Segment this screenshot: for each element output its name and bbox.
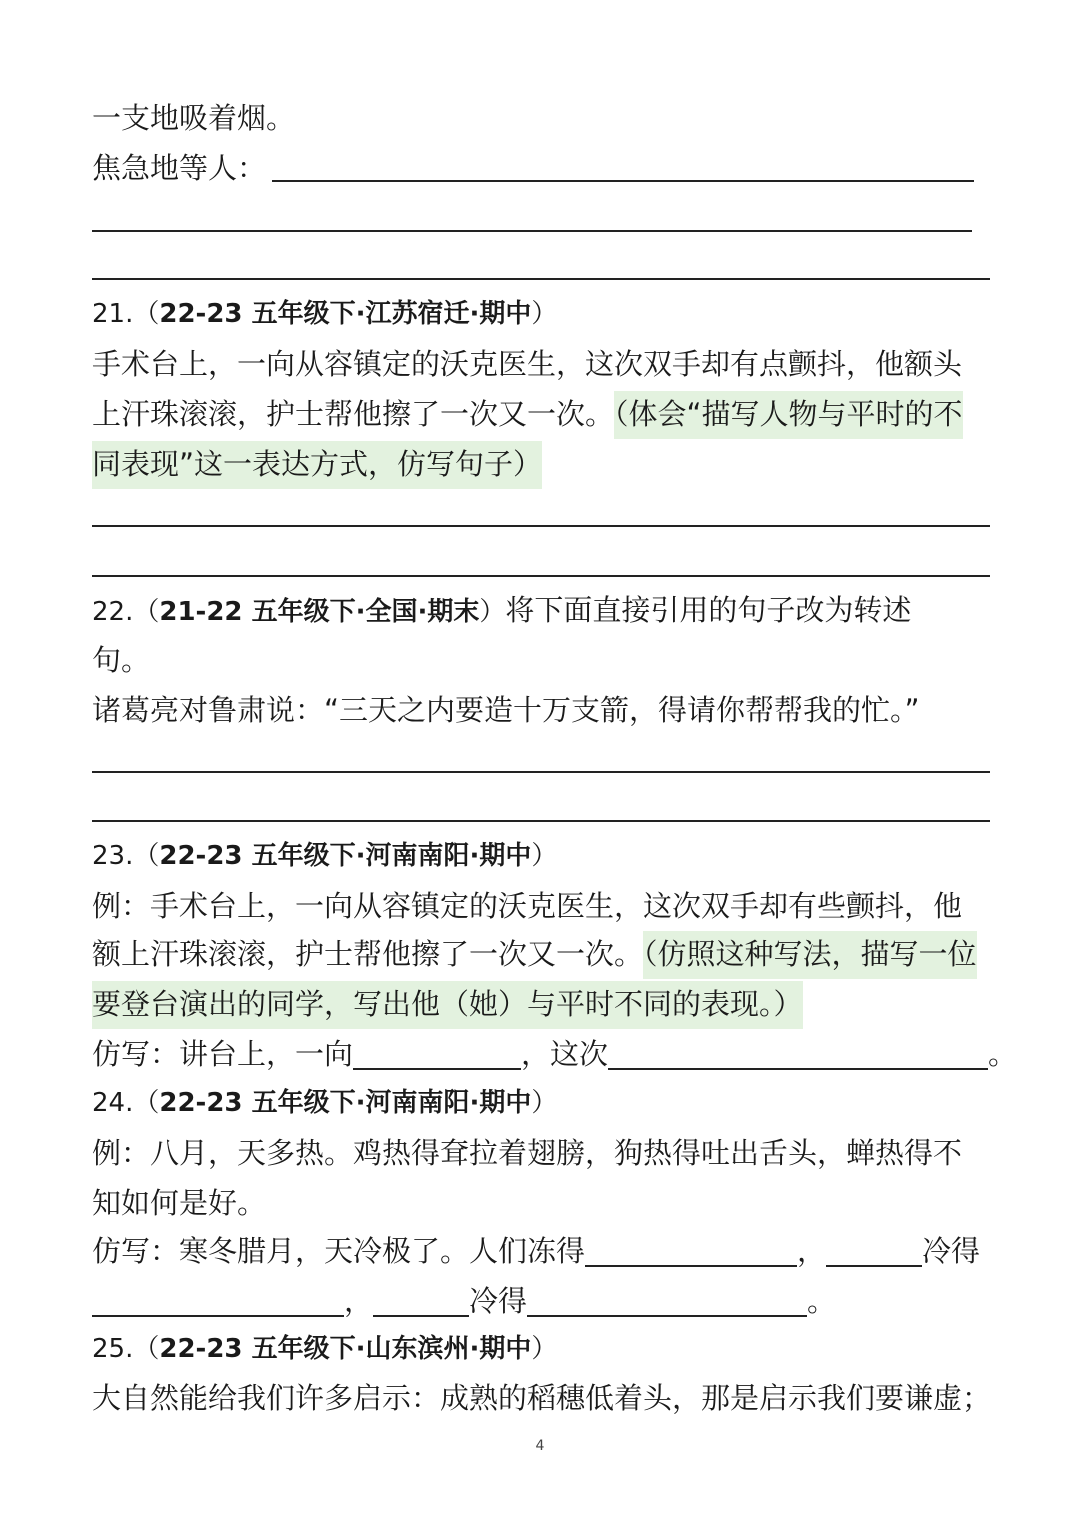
imitation-label: 冷得 xyxy=(469,1284,528,1318)
question-number: 22.（ xyxy=(92,597,160,627)
question-number: 23.（ xyxy=(92,841,160,871)
example-text: 知如何是好。 xyxy=(92,1186,267,1220)
example-text: 例：手术台上，一向从容镇定的沃克医生，这次双手却有些颤抖，他 xyxy=(92,889,963,923)
question-sentence: 诸葛亮对鲁肃说：“三天之内要造十万支箭，得请你帮帮我的忙。” xyxy=(92,693,920,727)
instruction-highlight: 同表现”这一表达方式，仿写句子） xyxy=(92,441,542,489)
question-source: 21-22 五年级下·全国·期末 xyxy=(159,597,480,627)
answer-line[interactable] xyxy=(92,278,990,280)
fill-blank[interactable] xyxy=(585,1235,797,1267)
question-22-text-line xyxy=(92,692,990,728)
answer-line[interactable] xyxy=(92,525,990,527)
question-23-text-line xyxy=(92,936,990,972)
paren-close: ） xyxy=(531,1088,558,1118)
fill-blank[interactable] xyxy=(353,1038,521,1070)
question-21-text-line xyxy=(92,446,990,482)
imitation-label: ，这次 xyxy=(521,1037,609,1071)
punctuation: ， xyxy=(797,1234,827,1268)
answer-line[interactable] xyxy=(92,230,972,232)
answer-line[interactable] xyxy=(92,771,990,773)
imitation-label: 仿写：讲台上，一向 xyxy=(92,1037,354,1071)
punctuation: 。 xyxy=(807,1284,837,1318)
imitation-label: 冷得 xyxy=(922,1234,981,1268)
question-instruction: 句。 xyxy=(92,643,151,677)
question-source: 22-23 五年级下·江苏宿迁·期中 xyxy=(159,299,532,329)
question-21-text-line xyxy=(92,396,990,432)
answer-line[interactable] xyxy=(92,820,990,822)
question-number: 25.（ xyxy=(92,1334,160,1364)
example-text: 例：八月，天多热。鸡热得耷拉着翅膀，狗热得吐出舌头，蝉热得不 xyxy=(92,1136,963,1170)
question-instruction: 将下面直接引用的句子改为转述 xyxy=(505,593,912,627)
question-text: 上汗珠滚滚，护士帮他擦了一次又一次。 xyxy=(92,397,615,431)
paren-close: ） xyxy=(531,1334,558,1364)
question-22-text-line xyxy=(92,642,990,678)
question-23-header xyxy=(92,838,990,874)
continuation-sentence: 一支地吸着烟。 xyxy=(92,101,296,135)
question-number: 21.（ xyxy=(92,299,160,329)
page-number: 4 xyxy=(535,1438,545,1454)
paren-close: ） xyxy=(479,597,506,627)
question-number: 24.（ xyxy=(92,1088,160,1118)
question-24-header xyxy=(92,1085,990,1121)
question-22-header xyxy=(92,592,990,630)
fill-blank[interactable] xyxy=(608,1038,988,1070)
example-text: 额上汗珠滚滚，护士帮他擦了一次又一次。 xyxy=(92,937,644,971)
question-text: 大自然能给我们许多启示：成熟的稻穗低着头，那是启示我们要谦虚； xyxy=(92,1381,992,1415)
question-23-text-line xyxy=(92,888,990,924)
imitation-label: 仿写：寒冬腊月，天冷极了。人们冻得 xyxy=(92,1234,586,1268)
question-source: 22-23 五年级下·河南南阳·期中 xyxy=(159,1088,532,1118)
question-24-imitation-line xyxy=(92,1283,990,1319)
fill-blank[interactable] xyxy=(373,1285,469,1317)
question-25-text-line xyxy=(92,1380,990,1416)
question-text: 手术台上，一向从容镇定的沃克医生，这次双手却有点颤抖，他额头 xyxy=(92,347,963,381)
question-24-text-line xyxy=(92,1135,990,1171)
question-24-imitation-line xyxy=(92,1233,990,1269)
continuation-text xyxy=(92,100,990,136)
question-21-text-line xyxy=(92,346,990,382)
question-23-text-line xyxy=(92,986,990,1022)
instruction-highlight: 要登台演出的同学，写出他（她）与平时不同的表现。） xyxy=(92,981,803,1029)
question-23-imitation-line xyxy=(92,1036,1018,1072)
fill-blank[interactable] xyxy=(92,1285,344,1317)
paren-close: ） xyxy=(531,841,558,871)
question-25-header xyxy=(92,1331,990,1367)
fill-blank[interactable] xyxy=(527,1285,807,1317)
question-source: 22-23 五年级下·山东滨州·期中 xyxy=(159,1334,532,1364)
paren-close: ） xyxy=(531,299,558,329)
answer-line[interactable] xyxy=(92,575,990,577)
punctuation: 。 xyxy=(988,1037,1018,1071)
fill-blank[interactable] xyxy=(826,1235,922,1267)
question-21-header xyxy=(92,296,990,332)
prompt-label: 焦急地等人： xyxy=(92,151,267,185)
answer-line[interactable] xyxy=(272,180,974,182)
instruction-highlight: （体会“描写人物与平时的不 xyxy=(614,391,963,439)
question-24-text-line xyxy=(92,1185,990,1221)
punctuation: ， xyxy=(344,1284,374,1318)
instruction-highlight: （仿照这种写法，描写一位 xyxy=(643,931,977,979)
question-source: 22-23 五年级下·河南南阳·期中 xyxy=(159,841,532,871)
